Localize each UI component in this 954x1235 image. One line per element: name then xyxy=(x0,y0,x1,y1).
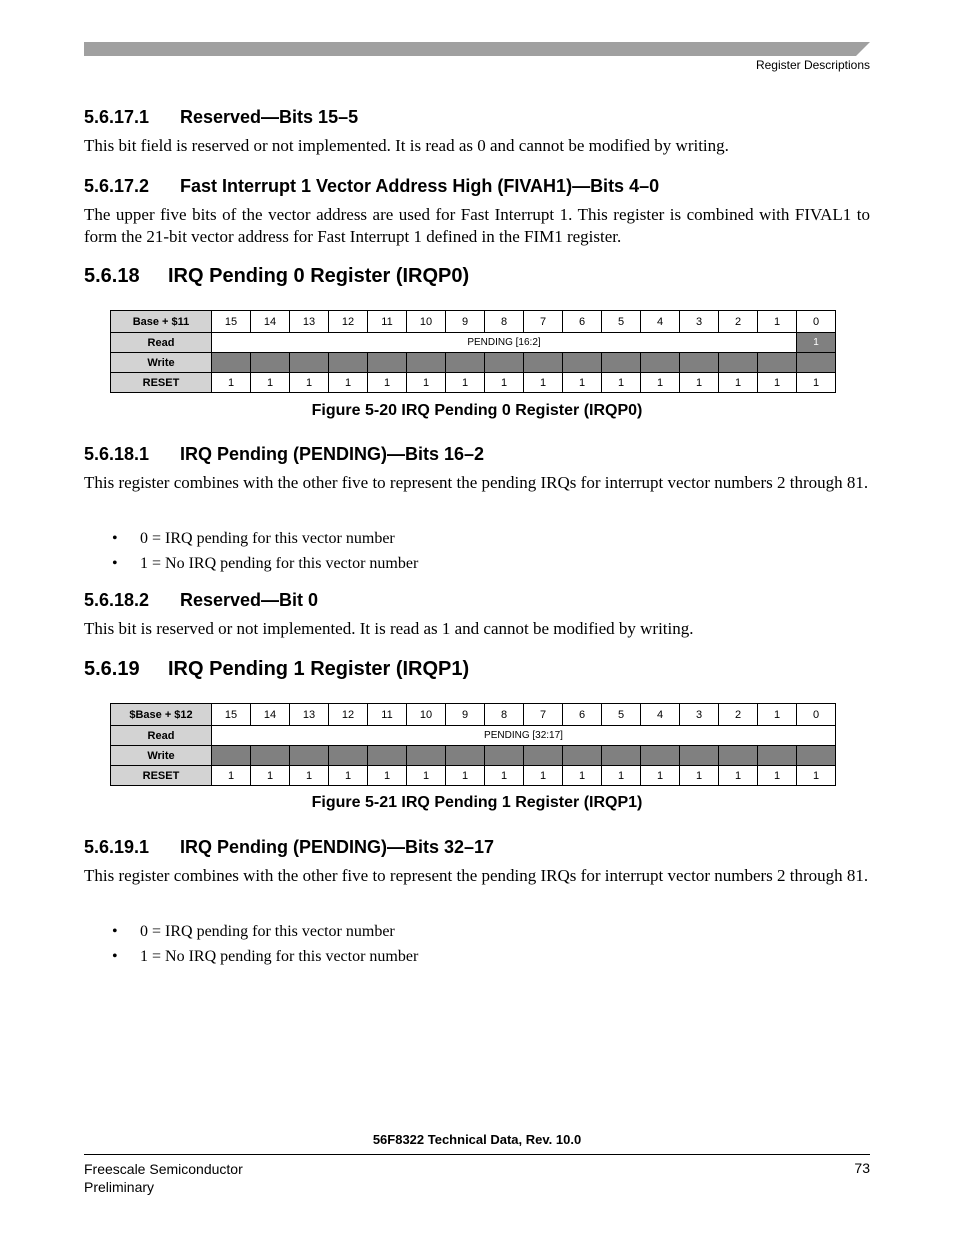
section-title: Reserved—Bits 15–5 xyxy=(180,107,359,127)
bit-number: 13 xyxy=(290,311,329,333)
section-body: This register combines with the other five to represent the pending IRQs for interrupt vector numbers 2 through 81. xyxy=(84,866,869,885)
bit-number: 12 xyxy=(329,704,368,726)
bit-number: 6 xyxy=(563,311,602,333)
reset-value: 1 xyxy=(602,766,641,786)
reset-value: 1 xyxy=(563,766,602,786)
section-title: IRQ Pending 1 Register (IRQP1) xyxy=(168,658,470,680)
section-body: This bit is reserved or not implemented. It is read as 1 and cannot be modified by writing. xyxy=(84,619,694,638)
bit-number: 9 xyxy=(446,311,485,333)
section-number: 5.6.18 xyxy=(84,265,140,287)
write-cell xyxy=(485,353,524,373)
footer-left xyxy=(84,1160,243,1196)
page-number: 73 xyxy=(854,1160,870,1176)
footer-company: Freescale Semiconductor xyxy=(84,1161,243,1177)
bit-number: 11 xyxy=(368,704,407,726)
bit-number: 3 xyxy=(680,311,719,333)
write-cell xyxy=(641,353,680,373)
write-cell xyxy=(524,353,563,373)
bit-number: 11 xyxy=(368,311,407,333)
bit-number: 6 xyxy=(563,704,602,726)
row-label-read: Read xyxy=(111,333,212,353)
write-cell xyxy=(485,746,524,766)
section-number: 5.6.19.1 xyxy=(84,837,150,857)
reset-value: 1 xyxy=(212,373,251,393)
bit-number: 1 xyxy=(758,311,797,333)
write-cell xyxy=(758,746,797,766)
bit-number: 12 xyxy=(329,311,368,333)
write-cell xyxy=(251,746,290,766)
section-number: 5.6.18.2 xyxy=(84,590,150,610)
bit-number: 7 xyxy=(524,704,563,726)
bit-number: 4 xyxy=(641,704,680,726)
bullet-list xyxy=(112,919,418,969)
write-cell xyxy=(719,746,758,766)
write-cell xyxy=(680,353,719,373)
list-item: • 0 = IRQ pending for this vector number xyxy=(112,919,418,944)
register-table-irqp1 xyxy=(110,703,836,786)
reset-value: 1 xyxy=(407,373,446,393)
write-cell xyxy=(602,353,641,373)
section-heading xyxy=(84,658,469,681)
bullet-list xyxy=(112,526,418,576)
section-title: Reserved—Bit 0 xyxy=(180,590,319,610)
running-header: Register Descriptions xyxy=(755,58,870,72)
reset-value: 1 xyxy=(641,373,680,393)
reset-value: 1 xyxy=(446,766,485,786)
write-cell xyxy=(290,746,329,766)
reset-value: 1 xyxy=(329,373,368,393)
bit-number: 2 xyxy=(719,311,758,333)
reset-value: 1 xyxy=(719,373,758,393)
write-cell xyxy=(446,746,485,766)
bit-number: 0 xyxy=(797,704,836,726)
read-field: PENDING [32:17] xyxy=(212,726,836,746)
write-cell xyxy=(407,353,446,373)
section-title: Fast Interrupt 1 Vector Address High (FIVAH1)—Bits 4–0 xyxy=(180,176,660,196)
write-cell xyxy=(641,746,680,766)
section-body: This register combines with the other five to represent the pending IRQs for interrupt vector numbers 2 through 81. xyxy=(84,473,869,492)
write-cell xyxy=(719,353,758,373)
bit-number: 0 xyxy=(797,311,836,333)
reset-value: 1 xyxy=(212,766,251,786)
write-cell xyxy=(602,746,641,766)
section-heading xyxy=(84,444,484,465)
write-cell xyxy=(563,746,602,766)
reset-value: 1 xyxy=(680,373,719,393)
bit-number: 15 xyxy=(212,311,251,333)
write-cell xyxy=(251,353,290,373)
reset-value: 1 xyxy=(797,373,836,393)
register-address: $Base + $12 xyxy=(111,704,212,726)
reset-value: 1 xyxy=(368,766,407,786)
section-heading xyxy=(84,265,469,288)
section-title: IRQ Pending 0 Register (IRQP0) xyxy=(168,265,470,287)
reset-value: 1 xyxy=(524,373,563,393)
read-field: PENDING [16:2] xyxy=(212,333,797,353)
reset-value: 1 xyxy=(290,373,329,393)
write-cell xyxy=(446,353,485,373)
list-item: • 1 = No IRQ pending for this vector number xyxy=(112,944,418,969)
section-heading xyxy=(84,107,358,128)
row-label-write: Write xyxy=(111,746,212,766)
section-heading xyxy=(84,590,318,611)
bit-number: 2 xyxy=(719,704,758,726)
bit-number: 3 xyxy=(680,704,719,726)
write-cell xyxy=(212,353,251,373)
footer-doc-title: 56F8322 Technical Data, Rev. 10.0 xyxy=(372,1132,582,1147)
bit-number: 8 xyxy=(485,311,524,333)
write-cell xyxy=(797,746,836,766)
reset-value: 1 xyxy=(641,766,680,786)
register-table-irqp0 xyxy=(110,310,836,393)
write-cell xyxy=(680,746,719,766)
section-number: 5.6.17.1 xyxy=(84,107,150,127)
write-cell xyxy=(368,353,407,373)
write-cell xyxy=(368,746,407,766)
section-heading xyxy=(84,176,659,197)
reset-value: 1 xyxy=(368,373,407,393)
reset-value: 1 xyxy=(680,766,719,786)
reset-value: 1 xyxy=(329,766,368,786)
row-label-reset: RESET xyxy=(111,373,212,393)
reset-value: 1 xyxy=(446,373,485,393)
reset-value: 1 xyxy=(251,373,290,393)
reset-value: 1 xyxy=(407,766,446,786)
write-cell xyxy=(407,746,446,766)
reset-value: 1 xyxy=(290,766,329,786)
header-bar xyxy=(84,42,870,56)
bit-number: 5 xyxy=(602,311,641,333)
row-label-read: Read xyxy=(111,726,212,746)
list-item: • 1 = No IRQ pending for this vector number xyxy=(112,551,418,576)
write-cell xyxy=(758,353,797,373)
reset-value: 1 xyxy=(602,373,641,393)
write-cell xyxy=(329,746,368,766)
bit-number: 9 xyxy=(446,704,485,726)
section-title: IRQ Pending (PENDING)—Bits 16–2 xyxy=(180,444,485,464)
reset-value: 1 xyxy=(563,373,602,393)
section-heading xyxy=(84,837,494,858)
write-cell xyxy=(563,353,602,373)
section-body: The upper five bits of the vector address are used for Fast Interrupt 1. This register is combined with FIVAL1 to form the 21-bit vector address for Fast Interrupt 1 defined in the FIM1 register. xyxy=(84,205,870,246)
bit-number: 5 xyxy=(602,704,641,726)
footer-divider xyxy=(84,1154,870,1155)
write-cell xyxy=(290,353,329,373)
reset-value: 1 xyxy=(251,766,290,786)
reset-value: 1 xyxy=(758,373,797,393)
bit-number: 4 xyxy=(641,311,680,333)
bit-number: 14 xyxy=(251,311,290,333)
section-number: 5.6.19 xyxy=(84,658,140,680)
figure-caption: Figure 5-21 IRQ Pending 1 Register (IRQP1) xyxy=(311,794,643,811)
bit-number: 10 xyxy=(407,704,446,726)
row-label-reset: RESET xyxy=(111,766,212,786)
reset-value: 1 xyxy=(797,766,836,786)
register-address: Base + $11 xyxy=(111,311,212,333)
footer-status: Preliminary xyxy=(84,1179,155,1195)
bit-number: 10 xyxy=(407,311,446,333)
write-cell xyxy=(797,353,836,373)
bit-number: 14 xyxy=(251,704,290,726)
figure-caption: Figure 5-20 IRQ Pending 0 Register (IRQP0) xyxy=(311,402,643,419)
bit-number: 1 xyxy=(758,704,797,726)
section-number: 5.6.17.2 xyxy=(84,176,150,196)
bit-number: 8 xyxy=(485,704,524,726)
bit-number: 7 xyxy=(524,311,563,333)
write-cell xyxy=(212,746,251,766)
reserved-read-bit: 1 xyxy=(797,333,836,353)
section-body: This bit field is reserved or not implemented. It is read as 0 and cannot be modified by writing. xyxy=(84,136,729,155)
write-cell xyxy=(524,746,563,766)
write-cell xyxy=(329,353,368,373)
reset-value: 1 xyxy=(485,766,524,786)
reset-value: 1 xyxy=(719,766,758,786)
section-title: IRQ Pending (PENDING)—Bits 32–17 xyxy=(180,837,495,857)
reset-value: 1 xyxy=(485,373,524,393)
reset-value: 1 xyxy=(758,766,797,786)
reset-value: 1 xyxy=(524,766,563,786)
bit-number: 13 xyxy=(290,704,329,726)
row-label-write: Write xyxy=(111,353,212,373)
section-number: 5.6.18.1 xyxy=(84,444,150,464)
bit-number: 15 xyxy=(212,704,251,726)
list-item: • 0 = IRQ pending for this vector number xyxy=(112,526,418,551)
